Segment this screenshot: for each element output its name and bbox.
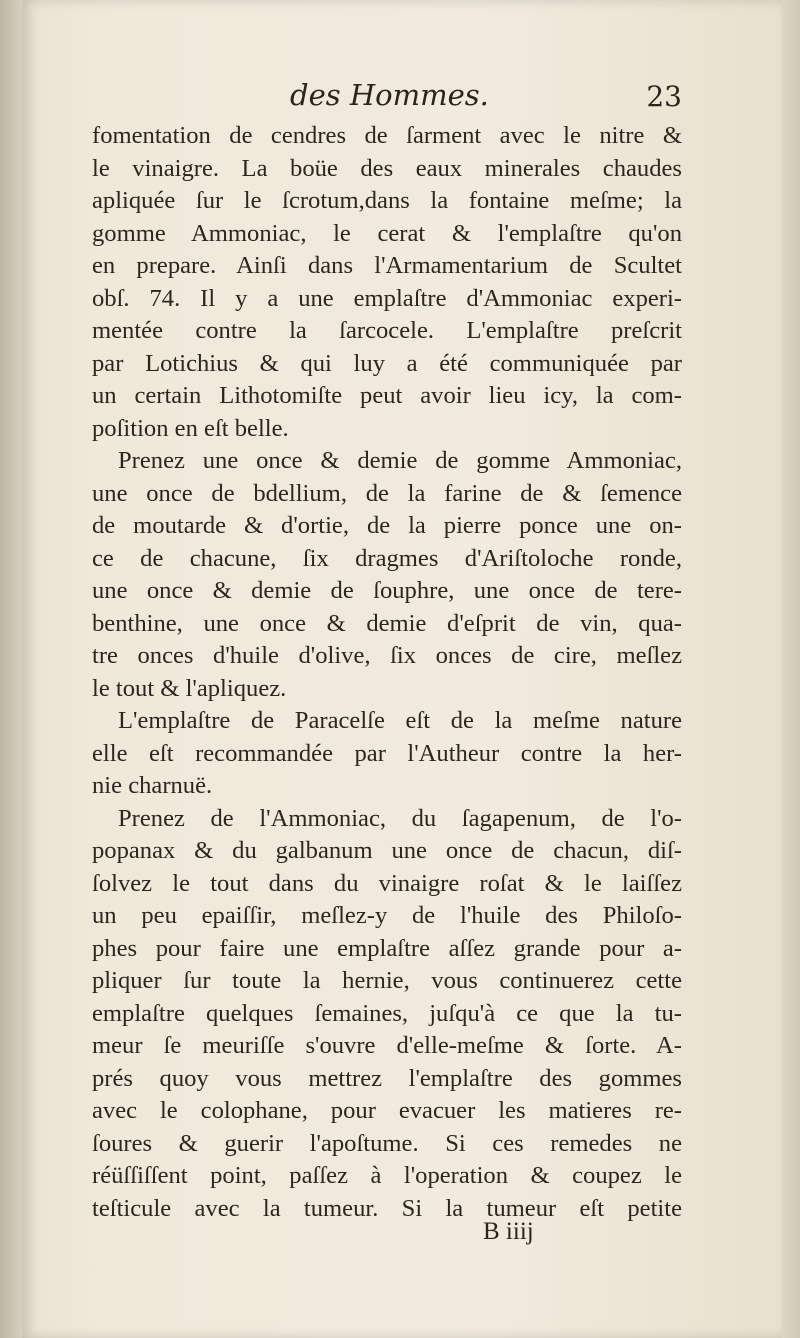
text-line: une once de bdellium, de la farine de & ſemence (92, 479, 682, 507)
text-line: mentée contre la ſarcocele. L'emplaſtre preſcrit (92, 317, 682, 344)
text-line: teſticule avec la tumeur. Si la tumeur eſt petite (92, 1194, 682, 1222)
text-line: apliquée ſur le ſcrotum,dans la fontaine meſme; la (92, 187, 682, 214)
page-edge (782, 0, 800, 1338)
text-line: de moutarde & d'ortie, de la pierre ponce une on- (92, 512, 682, 539)
text-line: ſolvez le tout dans du vinaigre roſat & le laiſſez (92, 869, 682, 897)
text-line: emplaſtre quelques ſemaines, juſqu'à ce que la tu- (92, 999, 682, 1027)
text-line: un peu epaiſſir, meſlez-y de l'huile des Philoſo- (92, 902, 682, 929)
text-line: une once & demie de ſouphre, une once de tere- (92, 577, 682, 604)
text-line: avec le colophane, pour evacuer les matieres re- (92, 1097, 682, 1124)
text-line: le tout & l'apliquez. (92, 674, 287, 702)
text-line: un certain Lithotomiſte peut avoir lieu icy, la com- (92, 382, 682, 409)
text-line: fomentation de cendres de ſarment avec le nitre & (92, 122, 682, 149)
text-line: popanax & du galbanum une once de chacun, diſ- (92, 837, 682, 864)
text-line: ce de chacune, ſix dragmes d'Ariſtoloche ronde, (92, 544, 682, 572)
text-line: en prepare. Ainſi dans l'Armamentarium de Scultet (92, 252, 682, 279)
text-line: elle eſt recommandée par l'Autheur contre la her- (92, 739, 682, 767)
text-line: L'emplaſtre de Paracelſe eſt de la meſme nature (118, 707, 682, 734)
text-line: pliquer ſur toute la hernie, vous continuerez cette (92, 967, 682, 994)
signature-mark: B iiij (483, 1218, 534, 1245)
text-line: Prenez une once & demie de gomme Ammoniac, (118, 447, 682, 474)
text-line: réüſſiſſent point, paſſez à l'operation & coupez le (92, 1162, 682, 1189)
body-text (92, 120, 682, 1225)
text-line: ſoures & guerir l'apoſtume. Si ces remedes ne (92, 1129, 682, 1157)
text-line: benthine, une once & demie d'eſprit de vin, qua- (92, 609, 682, 637)
text-line: par Lotichius & qui luy a été communiquée par (92, 349, 682, 377)
page-number: 23 (646, 80, 682, 113)
text-line: obſ. 74. Il y a une emplaſtre d'Ammoniac experi- (92, 284, 682, 312)
page-header (90, 78, 690, 118)
page-gutter (0, 0, 22, 1338)
text-line: le vinaigre. La boüe des eaux minerales chaudes (92, 154, 682, 182)
running-head: des Hommes. (290, 78, 489, 112)
text-line: meur ſe meuriſſe s'ouvre d'elle-meſme & ſorte. A- (92, 1032, 682, 1059)
text-line: nie charnuë. (92, 772, 213, 799)
text-line: Prenez de l'Ammoniac, du ſagapenum, de l'o- (118, 804, 682, 832)
text-line: gomme Ammoniac, le cerat & l'emplaſtre qu'on (92, 219, 682, 247)
text-line: prés quoy vous mettrez l'emplaſtre des gommes (92, 1064, 682, 1092)
text-line: phes pour faire une emplaſtre aſſez grande pour a- (92, 934, 682, 962)
text-line: poſition en eſt belle. (92, 414, 289, 442)
text-line: tre onces d'huile d'olive, ſix onces de cire, meſlez (92, 642, 682, 669)
